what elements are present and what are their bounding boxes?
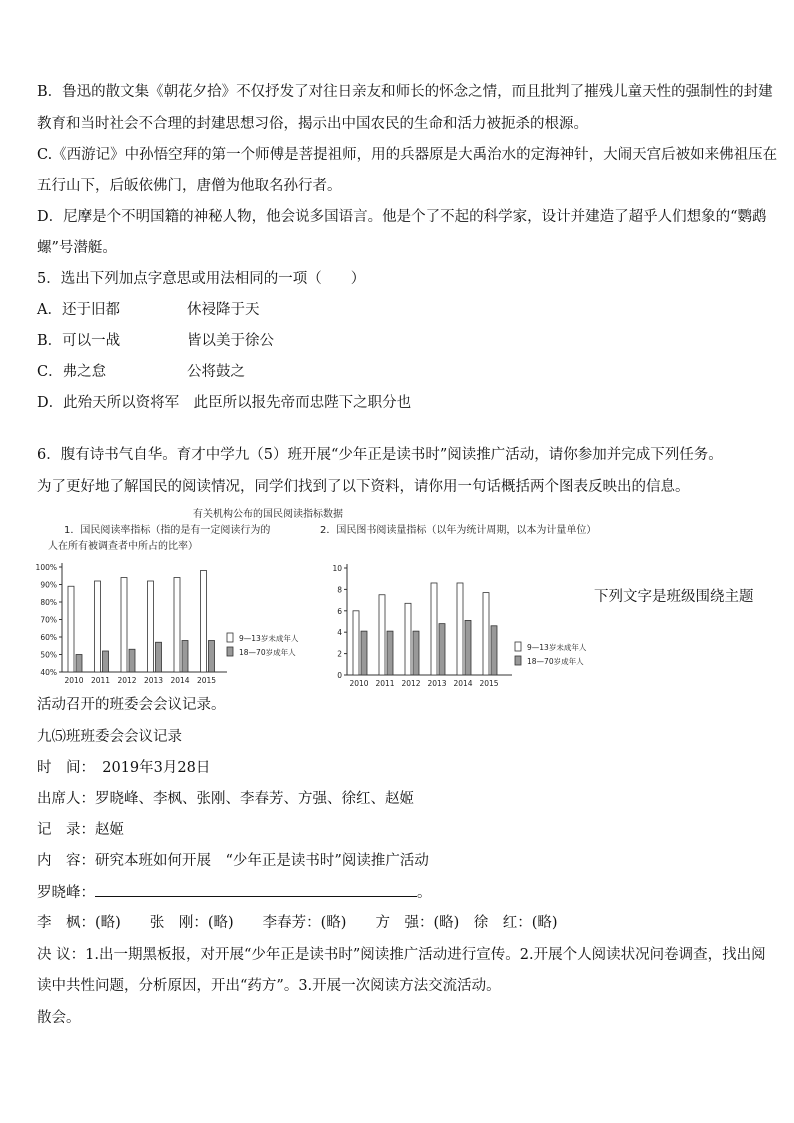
option-c-line1: C.《西游记》中孙悟空拜的第一个师傅是菩提祖师，用的兵器原是大禹治水的定海神针，大闹天宫后被如来佛祖压在 xyxy=(37,147,778,163)
y-tick-label: 0 xyxy=(337,671,342,680)
bar-minor xyxy=(431,583,437,675)
legend-label: 18—70岁成年人 xyxy=(527,657,584,666)
answer-blank[interactable] xyxy=(95,882,417,897)
record-time: 时 间： 2019年3月28日 xyxy=(37,760,211,776)
bar-minor xyxy=(148,581,154,672)
bar-minor xyxy=(201,571,207,673)
option-c-line2: 五行山下，后皈依佛门，唐僧为他取名孙行者。 xyxy=(37,178,342,194)
legend-swatch xyxy=(515,656,521,665)
record-content: 内 容：研究本班如何开展 “少年正是读书时”阅读推广活动 xyxy=(37,853,429,869)
bar-minor xyxy=(483,593,489,675)
record-attendees: 出席人：罗晓峰、李枫、张刚、李春芳、方强、徐红、赵姬 xyxy=(37,791,414,807)
bar-minor xyxy=(457,583,463,675)
question-5: 5．选出下列加点字意思或用法相同的一项（ ） xyxy=(37,271,366,287)
option-d-line2: 螺”号潜艇。 xyxy=(37,240,117,256)
bar-adult xyxy=(439,624,445,675)
y-tick-label: 50% xyxy=(40,650,57,660)
q5-option-a xyxy=(37,300,337,320)
x-tick-label: 2014 xyxy=(170,676,190,685)
bar-adult xyxy=(103,651,109,672)
record-others: 李 枫：(略) 张 刚：(略) 李春芳：(略) 方 强：(略) 徐 红：(略) xyxy=(37,915,558,931)
record-luo xyxy=(37,882,432,903)
bar-minor xyxy=(95,581,101,672)
x-tick-label: 2012 xyxy=(401,679,421,688)
option-b-line1: B．鲁迅的散文集《朝花夕拾》不仅抒发了对往日亲友和师长的怀念之情，而且批判了摧残儿童天性的强制性的封建 xyxy=(37,84,773,100)
q5-option-c xyxy=(37,362,337,382)
figure-header: 有关机构公布的国民阅读指标数据 xyxy=(193,509,343,520)
bar-minor xyxy=(405,603,411,675)
q5-c-left: C．弗之怠 xyxy=(37,364,107,380)
y-tick-label: 6 xyxy=(337,606,342,616)
chart-reading-volume xyxy=(325,555,595,690)
x-tick-label: 2015 xyxy=(479,679,499,688)
bar-minor xyxy=(379,595,385,675)
y-tick-label: 8 xyxy=(337,585,342,595)
y-tick-label: 4 xyxy=(337,628,342,638)
x-tick-label: 2011 xyxy=(375,679,395,688)
y-tick-label: 2 xyxy=(337,649,342,659)
chart1-title-line1: 1．国民阅读率指标（指的是有一定阅读行为的 xyxy=(64,525,271,536)
q5-a-left: A．还于旧都 xyxy=(37,302,120,318)
chart2-title: 2．国民图书阅读量指标（以年为统计周期，以本为计量单位） xyxy=(320,525,597,536)
option-d-line1: D．尼摩是个不明国籍的神秘人物，他会说多国语言。他是个了不起的科学家，设计并建造了超乎人们想象的“鹦鹉 xyxy=(37,209,767,225)
q5-b-right: 皆以美于徐公 xyxy=(187,333,274,349)
x-tick-label: 2012 xyxy=(117,676,137,685)
bar-minor xyxy=(353,611,359,675)
q5-option-d: D．此殆天所以资将军 此臣所以报先帝而忠陛下之职分也 xyxy=(37,395,412,411)
y-tick-label: 40% xyxy=(40,668,57,677)
legend-swatch xyxy=(515,642,521,651)
x-tick-label: 2014 xyxy=(453,679,473,688)
bar-minor xyxy=(121,578,127,673)
bar-adult xyxy=(129,649,135,672)
chart1-title-line2: 人在所有被调查者中所占的比率） xyxy=(48,541,198,552)
bar-adult xyxy=(465,620,471,675)
record-end: 散会。 xyxy=(37,1010,81,1026)
x-tick-label: 2010 xyxy=(349,679,369,688)
record-title: 九⑸班班委会会议记录 xyxy=(37,729,182,745)
y-tick-label: 100% xyxy=(35,563,57,572)
y-tick-label: 90% xyxy=(40,580,57,590)
y-tick-label: 10 xyxy=(332,564,342,573)
y-tick-label: 60% xyxy=(40,633,57,642)
record-decision-1: 决 议：1.出一期黑板报，对开展“少年正是读书时”阅读推广活动进行宣传。2.开展个人阅读状况问卷调查，找出阅 xyxy=(37,947,766,963)
bar-minor xyxy=(174,578,180,673)
chart-reading-rate xyxy=(30,555,320,690)
x-tick-label: 2010 xyxy=(64,676,84,685)
x-tick-label: 2013 xyxy=(427,679,447,688)
bar-adult xyxy=(76,655,82,673)
legend-label: 9—13岁未成年人 xyxy=(527,643,587,652)
bar-adult xyxy=(491,626,497,675)
question-6: 6．腹有诗书气自华。育才中学九（5）班开展“少年正是读书时”阅读推广活动，请你参加并完成下列任务。 xyxy=(37,447,723,463)
bar-adult xyxy=(182,641,188,673)
q5-b-left: B．可以一战 xyxy=(37,333,121,349)
luo-label: 罗晓峰： xyxy=(37,885,95,901)
legend-swatch xyxy=(227,647,233,656)
legend-swatch xyxy=(227,633,233,642)
x-tick-label: 2015 xyxy=(196,676,217,685)
question-6-task: 为了更好地了解国民的阅读情况，同学们找到了以下资料，请你用一句话概括两个图表反映出的信息。 xyxy=(37,479,690,495)
bar-adult xyxy=(413,631,419,675)
record-decision-2: 读中共性问题，分析原因，开出“药方”。3.开展一次阅读方法交流活动。 xyxy=(37,978,501,994)
q5-c-right: 公将鼓之 xyxy=(187,364,245,380)
bar-minor xyxy=(68,586,74,672)
side-note: 下列文字是班级围绕主题 xyxy=(594,589,754,605)
legend-label: 18—70岁成年人 xyxy=(239,648,296,657)
q5-option-b xyxy=(37,331,337,351)
y-tick-label: 70% xyxy=(40,615,57,625)
x-tick-label: 2011 xyxy=(90,676,111,685)
bar-adult xyxy=(361,631,367,675)
record-writer: 记 录：赵姬 xyxy=(37,822,124,838)
bar-adult xyxy=(387,631,393,675)
q5-a-right: 休祲降于天 xyxy=(187,302,260,318)
option-b-line2: 教育和当时社会不合理的封建思想习俗，揭示出中国农民的生命和活力被扼杀的根源。 xyxy=(37,116,588,132)
legend-label: 9—13岁未成年人 xyxy=(239,634,299,643)
y-tick-label: 80% xyxy=(40,598,57,607)
x-tick-label: 2013 xyxy=(143,676,164,685)
bar-adult xyxy=(156,642,162,672)
after-figure-text: 活动召开的班委会会议记录。 xyxy=(37,697,226,713)
bar-adult xyxy=(209,641,215,673)
luo-end: 。 xyxy=(417,885,432,901)
